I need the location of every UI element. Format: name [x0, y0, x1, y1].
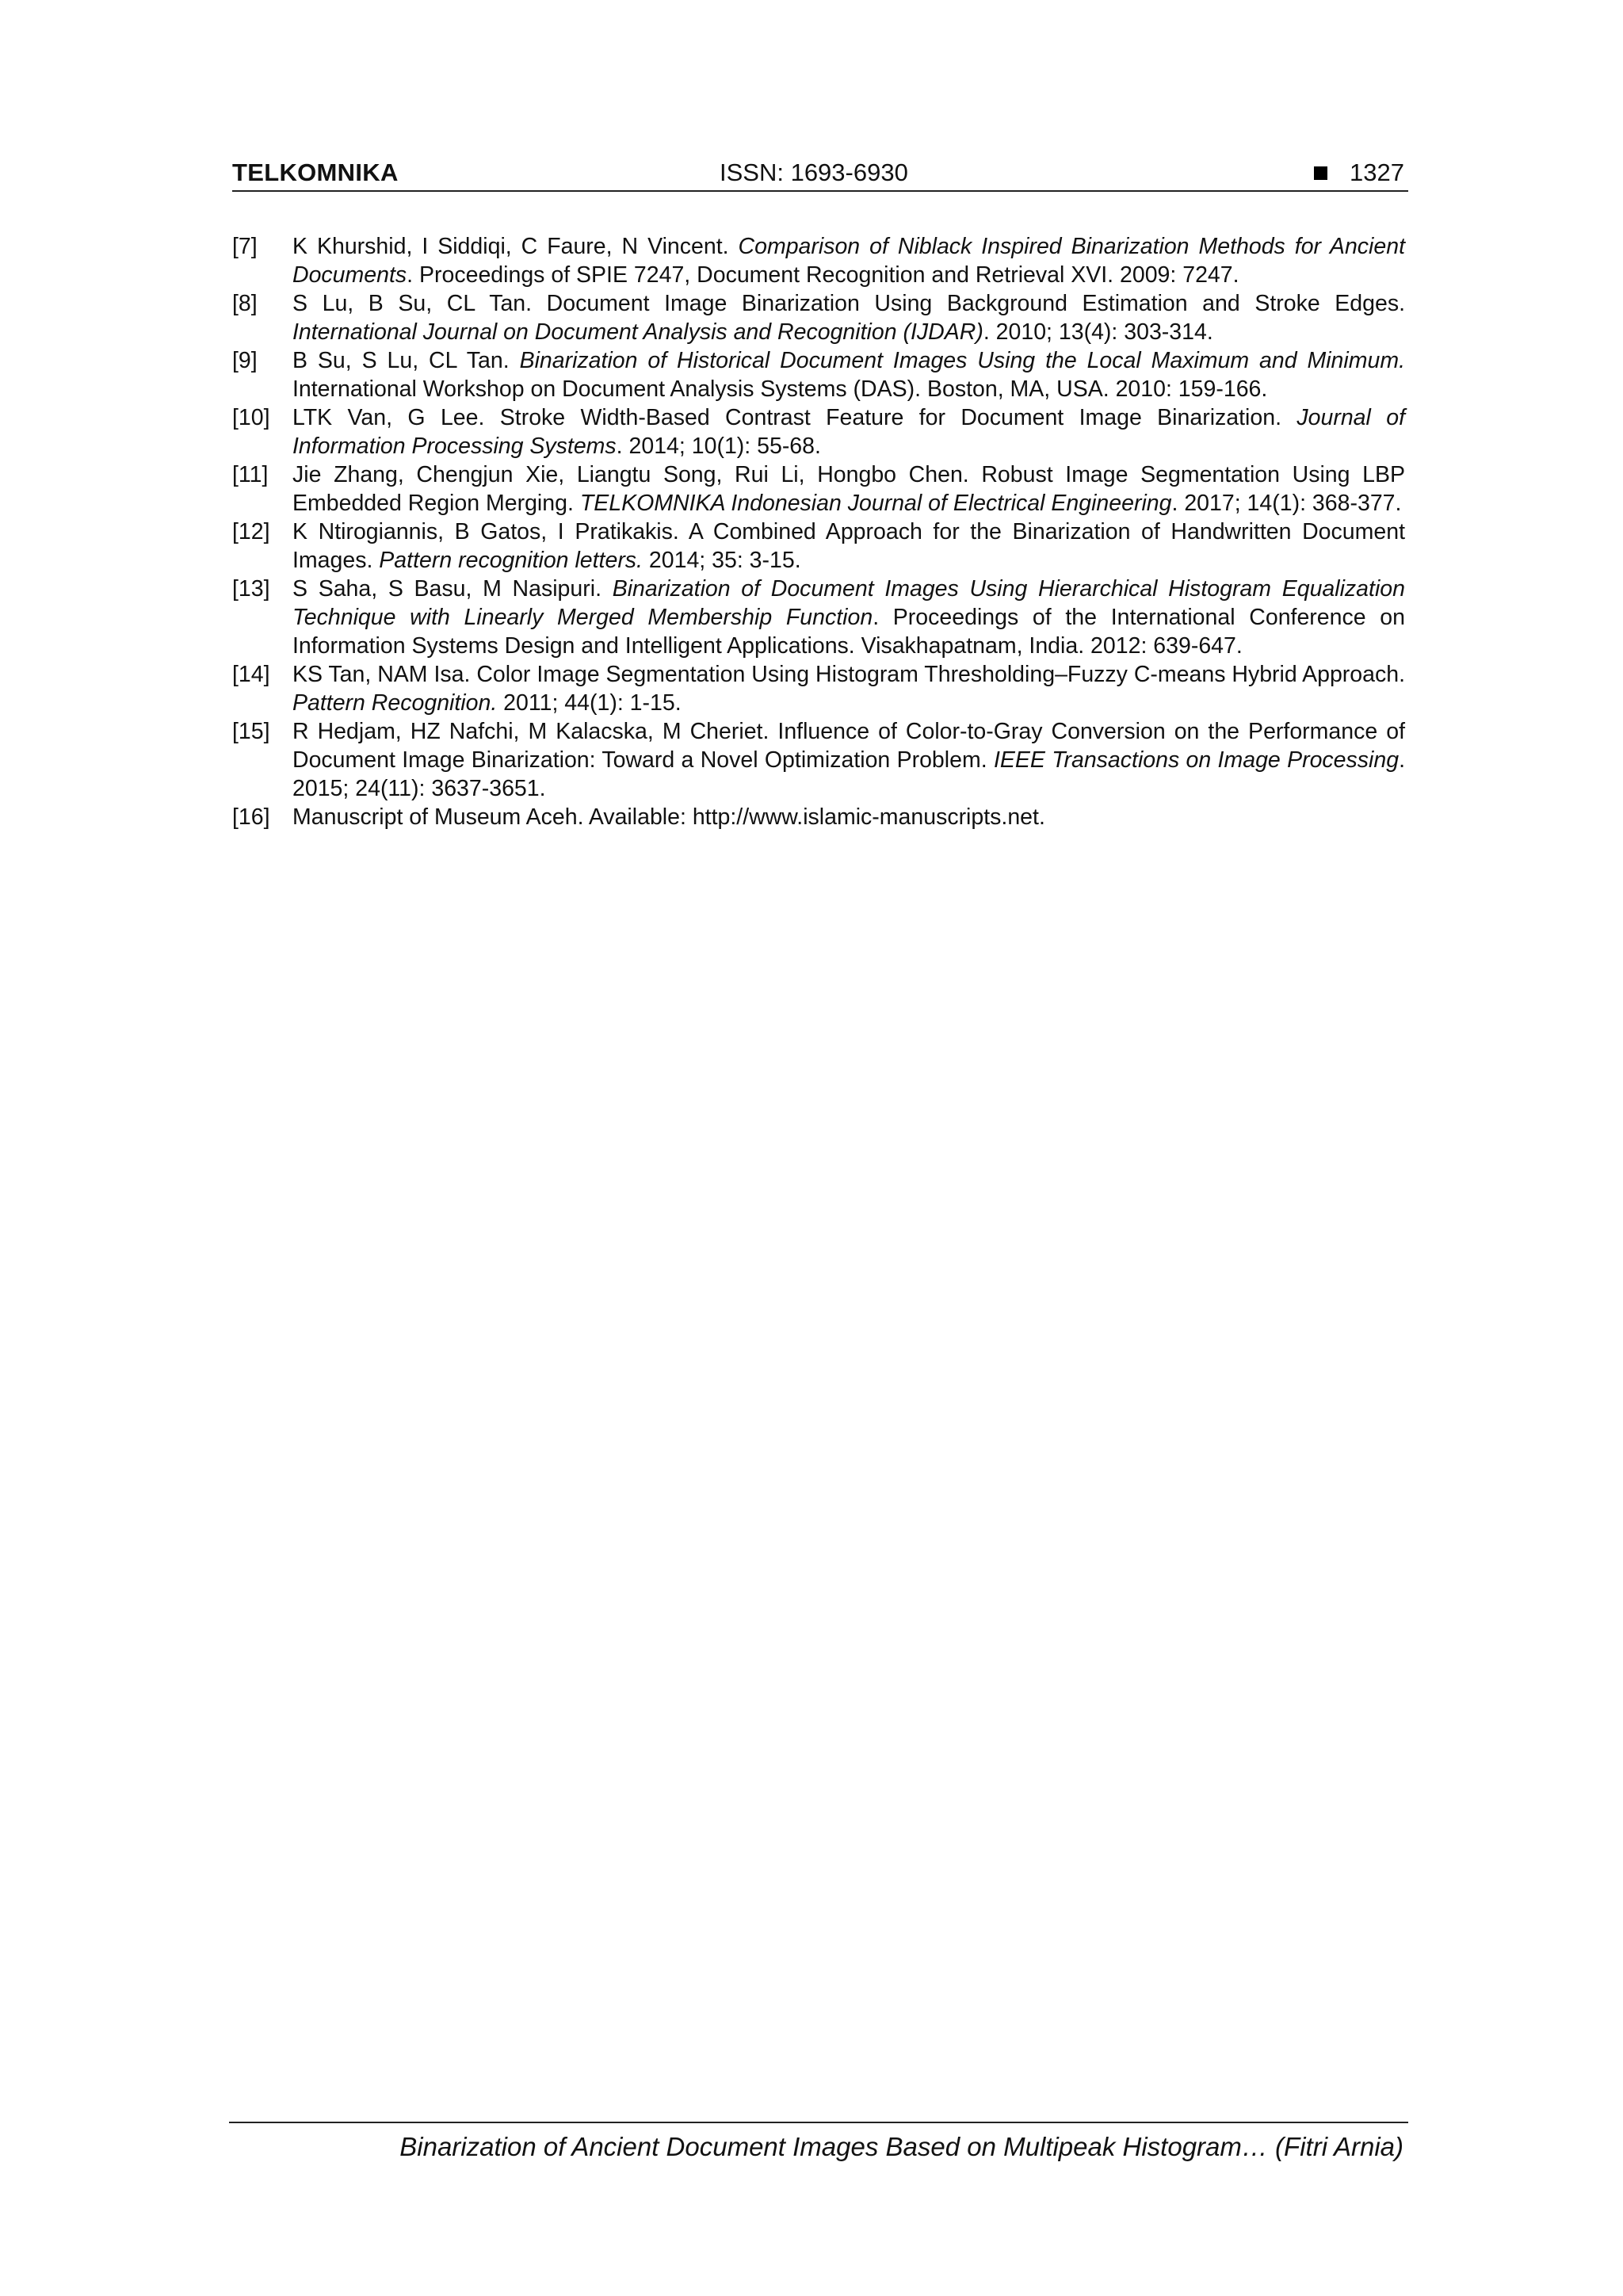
reference-text	[292, 289, 1405, 346]
reference-authors-title: Manuscript of Museum Aceh. Available: http://www.islamic-manuscripts.net.	[292, 804, 1045, 830]
reference-italic: Journal of Information Processing Systems	[292, 405, 1406, 459]
reference-authors-title: S Saha, S Basu, M Nasipuri.	[292, 576, 613, 602]
reference-authors-title: K Khurshid, I Siddiqi, C Faure, N Vincent.	[292, 234, 739, 259]
reference-number: [7]	[232, 234, 258, 259]
reference-text	[292, 518, 1405, 575]
reference-text	[292, 803, 1405, 831]
reference-list	[232, 232, 1405, 831]
reference-authors-title: LTK Van, G Lee. Stroke Width-Based Contrast Feature for Document Image Binarization.	[292, 405, 1297, 430]
reference-item	[232, 289, 1405, 346]
reference-authors-title: Jie Zhang, Chengjun Xie, Liangtu Song, Rui Li, Hongbo Chen. Robust Image Segmentation Using LBP Embedded Region Merging.	[292, 462, 1405, 516]
reference-italic: Pattern recognition letters.	[379, 548, 643, 573]
reference-italic: Pattern Recognition.	[292, 690, 498, 716]
page-number: 1327	[1350, 159, 1404, 186]
reference-item	[232, 660, 1405, 717]
reference-italic: Comparison of Niblack Inspired Binarization Methods for Ancient Documents	[292, 234, 1405, 288]
reference-number: [8]	[232, 291, 258, 316]
reference-details: . Proceedings of SPIE 7247, Document Recognition and Retrieval XVI. 2009: 7247.	[407, 262, 1239, 288]
reference-number: [9]	[232, 348, 258, 373]
reference-number: [15]	[232, 719, 270, 744]
reference-item	[232, 803, 1405, 831]
reference-italic: Binarization of Historical Document Images Using the Local Maximum and Minimum.	[519, 348, 1405, 373]
reference-italic: International Journal on Document Analysis and Recognition (IJDAR)	[292, 319, 983, 345]
reference-text	[292, 660, 1405, 717]
running-header	[232, 155, 1408, 192]
reference-text	[292, 232, 1405, 289]
reference-number: [12]	[232, 519, 270, 544]
reference-details: . Proceedings of the International Conference on Information Systems Design and Intelligent Applications. Visakhapatnam, India. 2012: 639-647.	[292, 605, 1405, 659]
reference-details: . 2014; 10(1): 55-68.	[616, 434, 821, 459]
reference-number: [14]	[232, 662, 270, 687]
issn: ISSN: 1693-6930	[720, 159, 908, 186]
reference-item	[232, 346, 1405, 403]
reference-number: [16]	[232, 804, 270, 830]
reference-item	[232, 403, 1405, 460]
reference-item	[232, 232, 1405, 289]
reference-italic: IEEE Transactions on Image Processing	[993, 747, 1400, 773]
reference-authors-title: KS Tan, NAM Isa. Color Image Segmentation Using Histogram Thresholding–Fuzzy C-means Hybrid Approach.	[292, 662, 1406, 687]
reference-item	[232, 717, 1405, 803]
reference-text	[292, 717, 1405, 803]
reference-number: [10]	[232, 405, 270, 430]
reference-details: 2011; 44(1): 1-15.	[497, 690, 682, 716]
reference-item	[232, 575, 1405, 660]
reference-number: [13]	[232, 576, 270, 602]
reference-text	[292, 403, 1405, 460]
reference-details: . 2015; 24(11): 3637-3651.	[292, 747, 1405, 801]
reference-details: . 2017; 14(1): 368-377.	[1171, 491, 1402, 516]
square-icon	[1314, 166, 1327, 180]
reference-text	[292, 460, 1405, 518]
reference-authors-title: R Hedjam, HZ Nafchi, M Kalacska, M Cheriet. Influence of Color-to-Gray Conversion on the Performance of Document Image Binarization: Toward a Novel Optimization Problem.	[292, 719, 1405, 773]
reference-authors-title: K Ntirogiannis, B Gatos, I Pratikakis. A Combined Approach for the Binarization of Handwritten Document Images.	[292, 519, 1405, 573]
reference-details: International Workshop on Document Analysis Systems (DAS). Boston, MA, USA. 2010: 159-166.	[292, 376, 1268, 402]
footer-running-title: Binarization of Ancient Document Images Based on Multipeak Histogram… (Fitri Arnia)	[399, 2132, 1403, 2161]
running-footer	[229, 2122, 1408, 2161]
reference-details: . 2010; 13(4): 303-314.	[983, 319, 1213, 345]
reference-item	[232, 518, 1405, 575]
reference-italic: Binarization of Document Images Using Hierarchical Histogram Equalization Technique with Linearly Merged Membership Function	[292, 576, 1405, 630]
reference-authors-title: B Su, S Lu, CL Tan.	[292, 348, 520, 373]
reference-number: [11]	[232, 462, 269, 487]
page-number-block	[1314, 155, 1404, 190]
reference-details: 2014; 35: 3-15.	[642, 548, 801, 573]
reference-item	[232, 460, 1405, 518]
reference-authors-title: S Lu, B Su, CL Tan. Document Image Binarization Using Background Estimation and Stroke Edges.	[292, 291, 1405, 316]
journal-name: TELKOMNIKA	[232, 159, 399, 186]
reference-text	[292, 346, 1405, 403]
reference-text	[292, 575, 1405, 660]
reference-italic: TELKOMNIKA Indonesian Journal of Electrical Engineering	[579, 491, 1172, 516]
